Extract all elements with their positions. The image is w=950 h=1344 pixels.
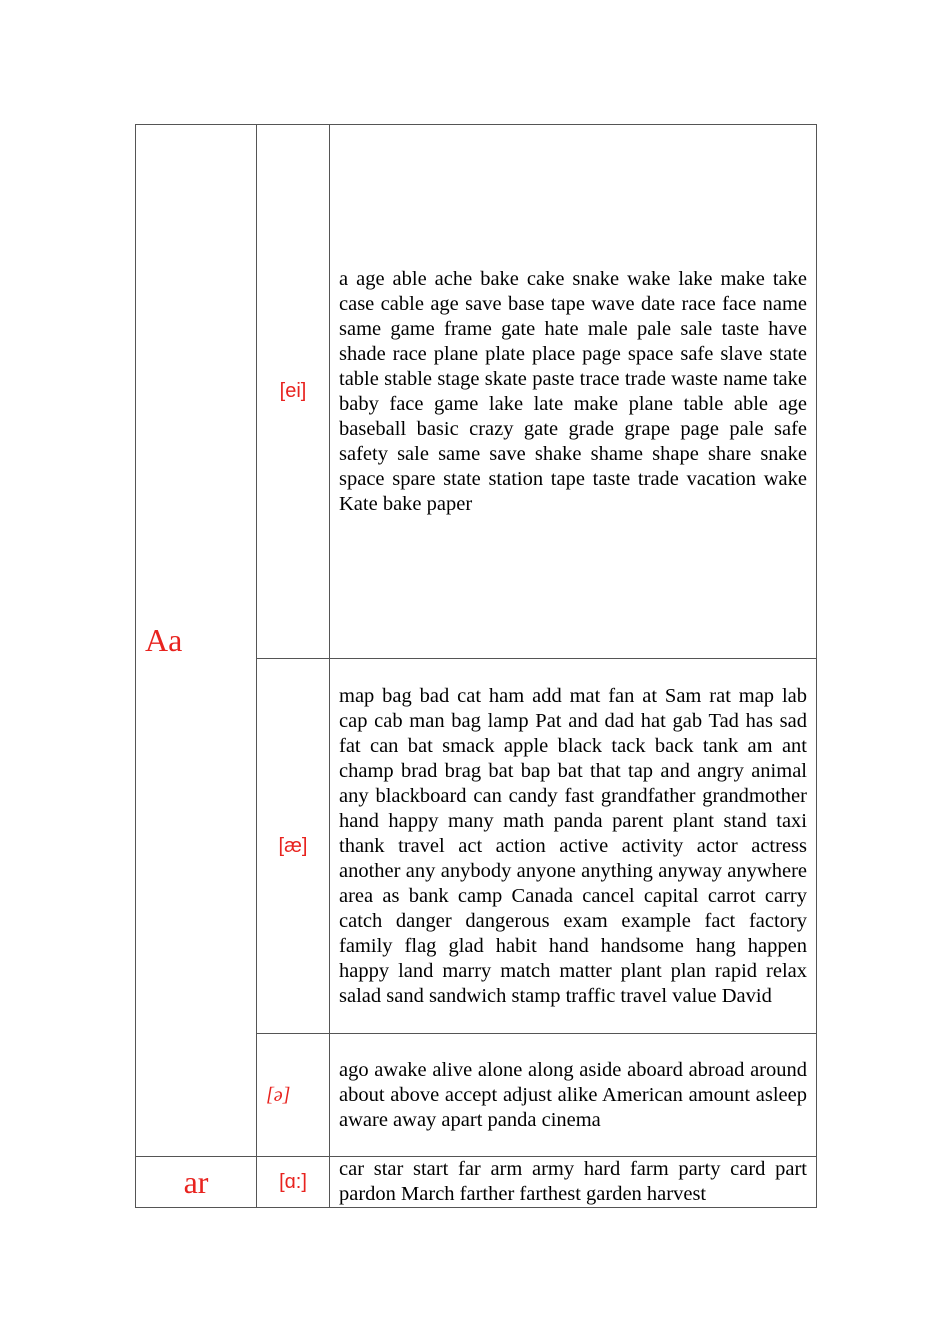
table-row [136, 1157, 817, 1208]
letter-label: ar [183, 1163, 209, 1200]
words-cell-schwa [330, 1034, 817, 1157]
ipa-label: [ei] [279, 380, 307, 402]
table-row [136, 125, 817, 659]
phonics-table [135, 124, 817, 1208]
ipa-cell-ei [257, 125, 330, 659]
letter-cell-aa [136, 125, 257, 1157]
letter-cell-ar [136, 1157, 257, 1208]
word-list: map bag bad cat ham add mat fan at Sam rat map lab cap cab man bag lamp Pat and dad hat gab Tad has sad fat can bat smack apple black tack back tank am ant champ brad brag bat bap bat that tap and angry animal any blackboard can candy fast grandfather grandmother hand happy many math panda parent plant stand taxi thank travel act action active activity actor actress another any anybody anyone anything anyway anywhere area as bank camp Canada cancel capital carrot carry catch danger dangerous exam example fact factory family flag glad habit hand handsome hang happen happy land marry match matter plant plan rapid relax salad sand sandwich stamp traffic travel value David [339, 684, 807, 1007]
letter-label: Aa [145, 622, 183, 658]
ipa-cell-ar [257, 1157, 330, 1208]
words-cell-ei [330, 125, 817, 659]
ipa-cell-schwa [257, 1034, 330, 1157]
word-list: a age able ache bake cake snake wake lake make take case cable age save base tape wave date race face name same game frame gate hate male pale sale taste have shade race plane plate place page space safe slave state table stable stage skate paste trace trade waste name take baby face game lake late make plane table able age baseball basic crazy gate grade grape page pale safe safety sale same save shake shame shape share snake space spare state station tape taste trade vacation wake Kate bake paper [339, 267, 807, 515]
word-list: ago awake alive alone along aside aboard abroad around about above accept adjust alike American amount asleep aware away apart panda cinema [339, 1058, 807, 1131]
ipa-label: [ə] [266, 1083, 291, 1106]
words-cell-ae [330, 659, 817, 1034]
ipa-label: [æ] [278, 834, 308, 857]
word-list: car star start far arm army hard farm party card part pardon March farther farthest garden harvest [339, 1158, 807, 1205]
ipa-label: [ɑ:] [279, 1170, 307, 1193]
words-cell-ar [330, 1157, 817, 1208]
ipa-cell-ae [257, 659, 330, 1034]
